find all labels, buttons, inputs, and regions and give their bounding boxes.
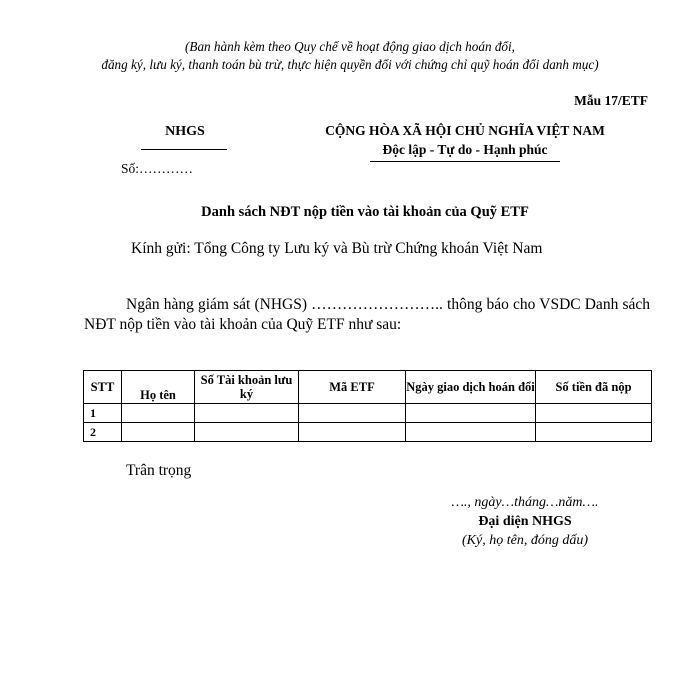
row-name-cell <box>122 404 195 423</box>
agency-name: NHGS <box>165 124 205 139</box>
national-header <box>316 121 614 159</box>
regulation-note <box>0 38 700 74</box>
regulation-note-line-1: (Ban hành kèm theo Quy chế về hoạt động giao dịch hoán đổi, <box>185 39 515 54</box>
header-name: Họ tên <box>122 371 195 404</box>
motto-underline <box>370 161 560 162</box>
signature-note: (Ký, họ tên, đóng dấu) <box>462 533 588 548</box>
signature-role: Đại diện NHGS <box>478 514 572 529</box>
form-code: Mẫu 17/ETF <box>574 93 648 108</box>
document-number: Số:………… <box>121 161 194 176</box>
signature-block <box>420 493 630 550</box>
investor-table <box>83 370 652 442</box>
row-date-cell <box>406 404 536 423</box>
regulation-note-line-2: đăng ký, lưu ký, thanh toán bù trừ, thực hiện quyền đối với chứng chỉ quỹ hoán đổi danh mục) <box>101 57 599 72</box>
body-paragraph: Ngân hàng giám sát (NHGS) …………………….. thông báo cho VSDC Danh sách NĐT nộp tiền vào tài khoản của Quỹ ETF như sau: <box>84 296 650 333</box>
national-name: CỘNG HÒA XÃ HỘI CHỦ NGHĨA VIỆT NAM <box>325 123 605 138</box>
row-etf-cell <box>299 423 406 442</box>
row-date-cell <box>406 423 536 442</box>
header-etf-code: Mã ETF <box>299 371 406 404</box>
national-motto: Độc lập - Tự do - Hạnh phúc <box>382 142 548 157</box>
row-amount-cell <box>536 404 652 423</box>
header-account: Số Tài khoản lưu ký <box>195 371 299 404</box>
row-name-cell <box>122 423 195 442</box>
document-title: Danh sách NĐT nộp tiền vào tài khoản của Quỹ ETF <box>201 204 529 220</box>
row-account-cell <box>195 423 299 442</box>
row-etf-cell <box>299 404 406 423</box>
header-swap-date: Ngày giao dịch hoán đổi <box>406 371 536 404</box>
header-stt: STT <box>84 371 122 404</box>
signature-place-date: …., ngày…tháng…năm…. <box>451 495 599 510</box>
table-row <box>84 423 652 442</box>
table-row <box>84 404 652 423</box>
row-amount-cell <box>536 423 652 442</box>
row-stt: 1 <box>84 404 122 423</box>
row-stt: 2 <box>84 423 122 442</box>
recipient-greeting: Kính gửi: Tổng Công ty Lưu ký và Bù trừ Chứng khoán Việt Nam <box>131 240 543 257</box>
closing-regards: Trân trọng <box>126 462 192 479</box>
header-amount: Số tiền đã nộp <box>536 371 652 404</box>
agency-underline <box>141 149 227 150</box>
table-header-row <box>84 371 652 404</box>
row-account-cell <box>195 404 299 423</box>
